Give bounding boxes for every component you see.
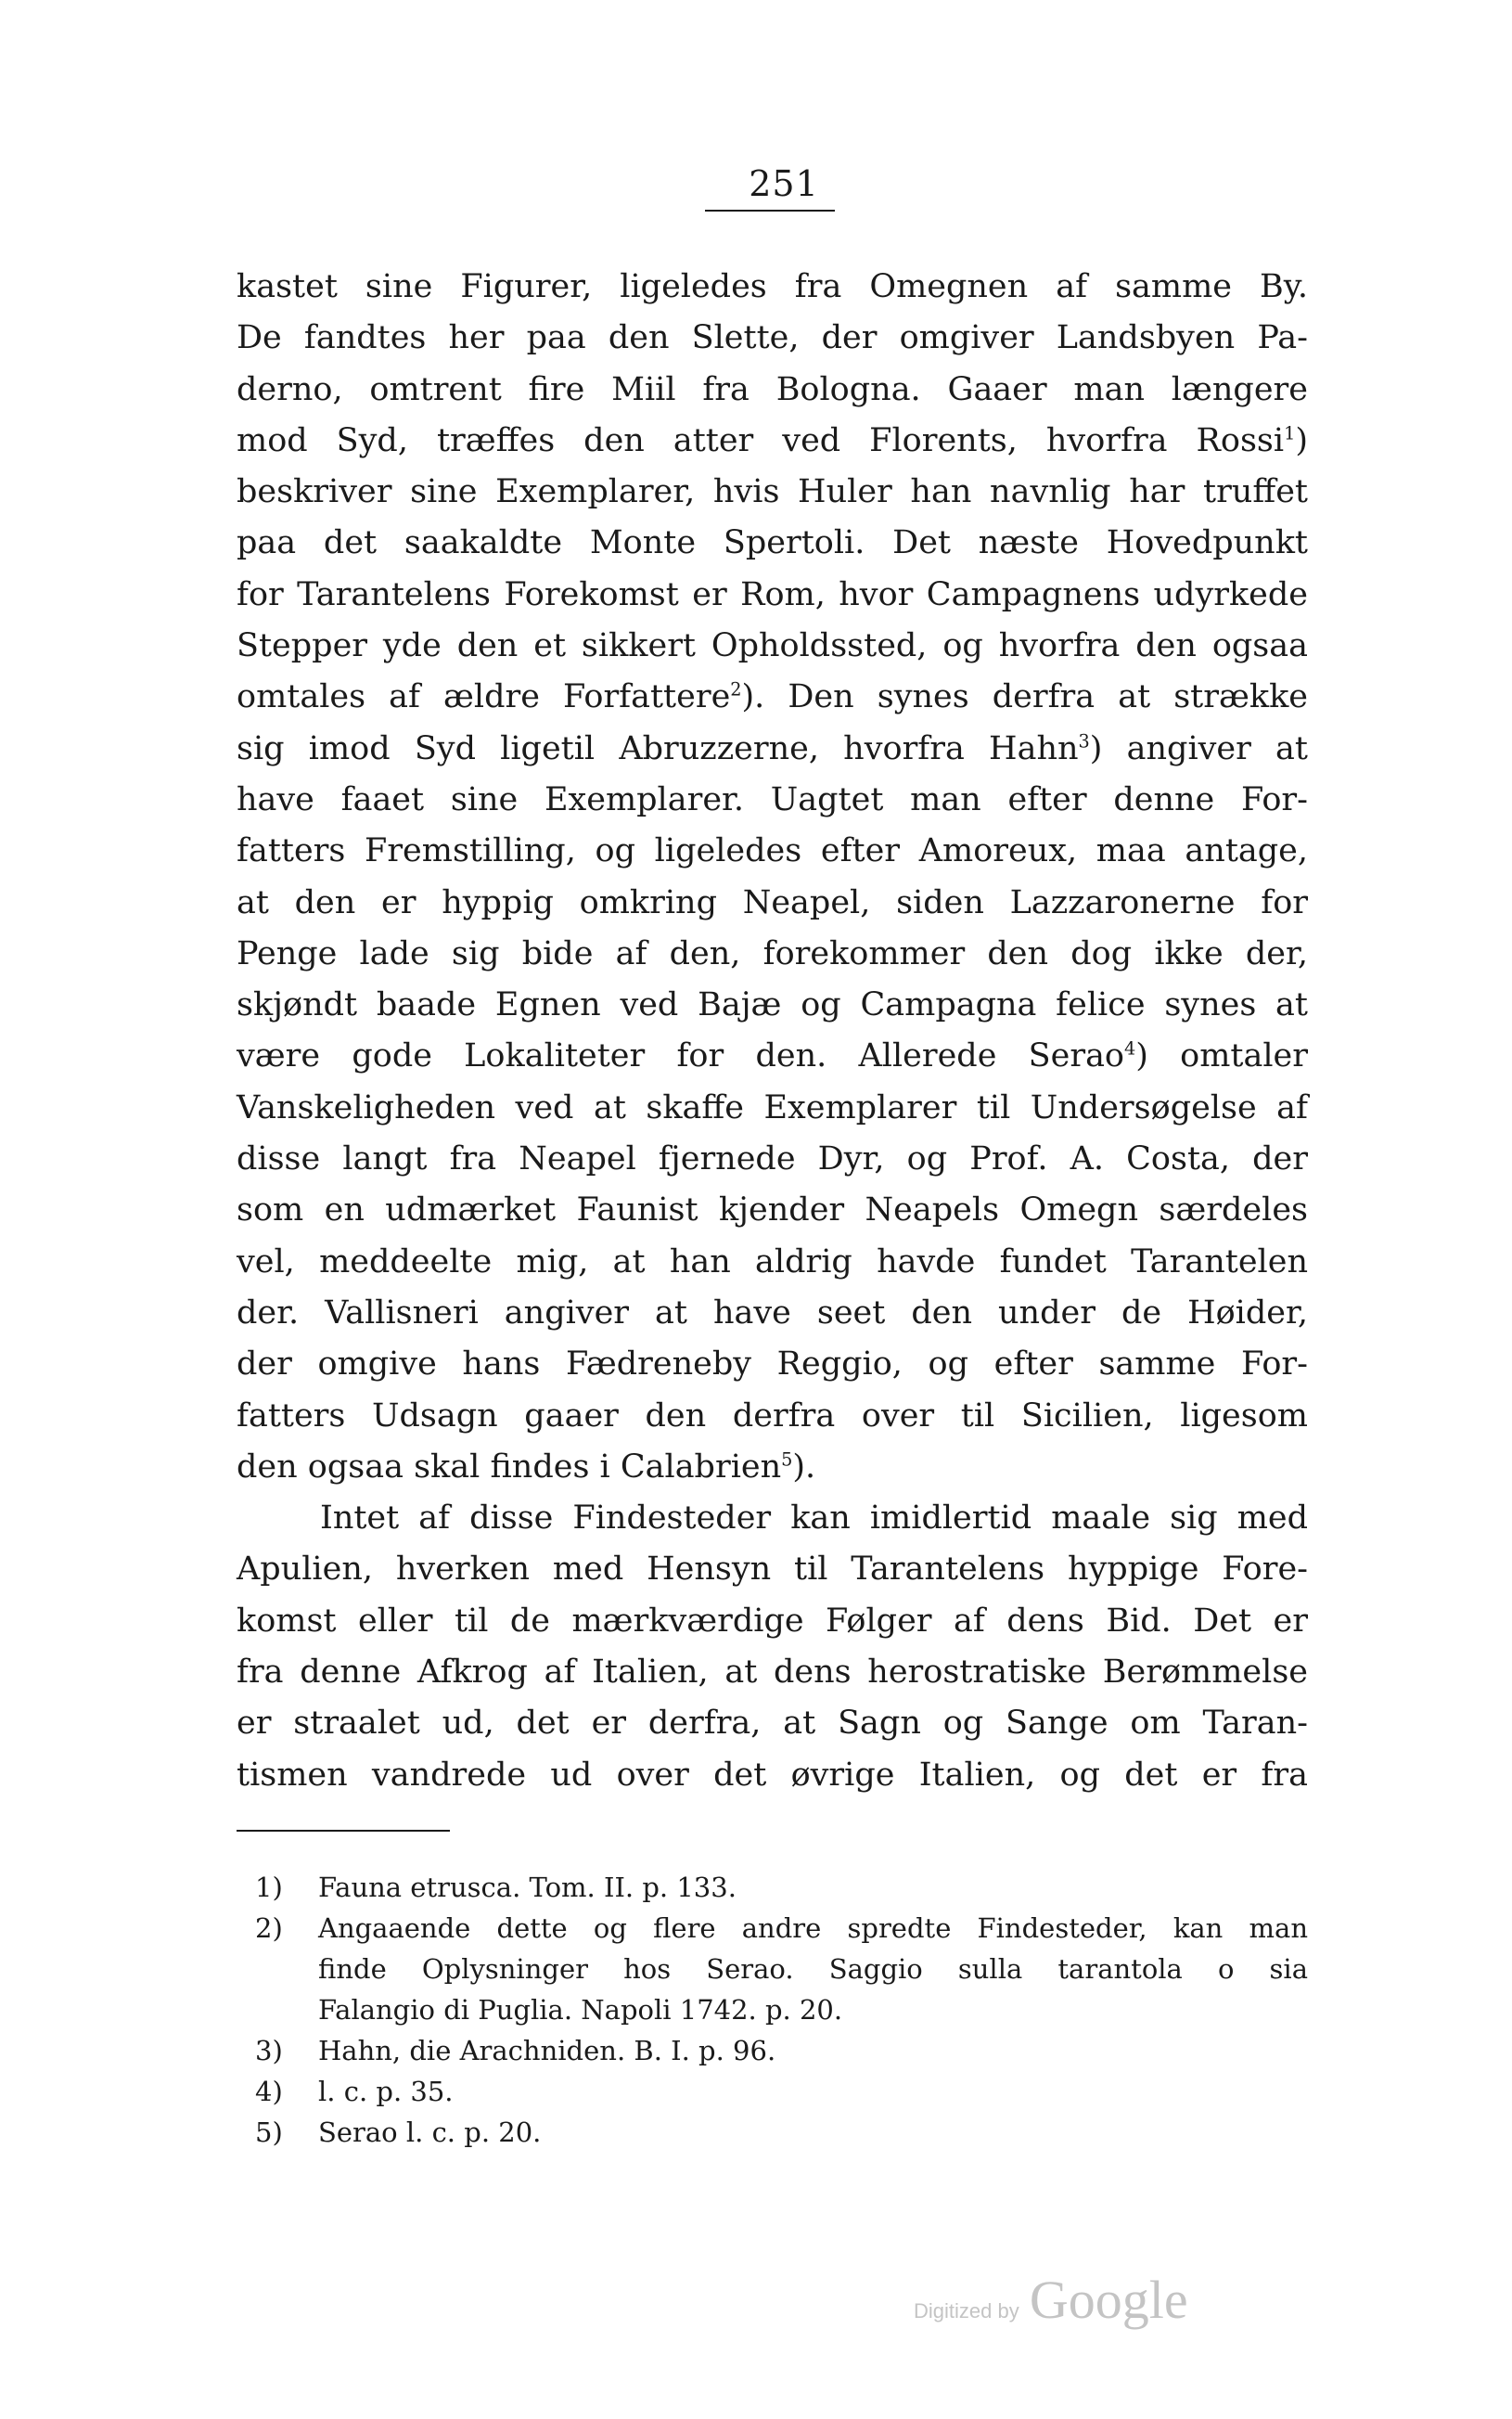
footnote-line	[255, 1989, 1308, 2030]
text-line	[237, 672, 1308, 723]
text-line-content: fatters Udsagn gaaer den derfra over til Sicilien, ligesom	[237, 1396, 1308, 1435]
footnote-line	[255, 1908, 1308, 1949]
text-line	[237, 929, 1308, 980]
footnote-line	[255, 2071, 1308, 2112]
text-line	[237, 1750, 1308, 1801]
text-line-content: omtales af ældre Forfattere	[237, 678, 731, 716]
text-line-content: skjøndt baade Egnen ved Bajæ og Campagna felice synes at	[237, 986, 1308, 1024]
text-line-content: Stepper yde den et sikkert Opholdssted, og hvorfra den ogsaa	[237, 627, 1308, 665]
text-line-content: der omgive hans Fædreneby Reggio, og efter samme For-	[237, 1345, 1308, 1383]
text-line-content: som en udmærket Faunist kjender Neapels Omegn særdeles	[237, 1191, 1308, 1229]
body-text	[237, 262, 1308, 1801]
text-line	[237, 1698, 1308, 1749]
google-logo: Google	[1029, 2270, 1188, 2330]
footnote-text: Hahn, die Arachniden. B. I. p. 96.	[318, 2035, 776, 2066]
text-line-content: Vanskeligheden ved at skaffe Exemplarer til Undersøgelse af	[237, 1088, 1308, 1126]
text-line-continuation: ) omtaler	[1135, 1037, 1308, 1075]
footnote-line	[255, 2112, 1308, 2153]
text-line	[237, 416, 1308, 467]
footnote-text: Angaaende dette og flere andre spredte Findesteder, kan man	[318, 1912, 1308, 1944]
text-line-content: for Tarantelens Forekomst er Rom, hvor Campagnens udyrkede	[237, 575, 1308, 613]
text-line-content: komst eller til de mærkværdige Følger af dens Bid. Det er	[237, 1602, 1308, 1640]
footnote-marker: 3)	[255, 2035, 283, 2066]
text-line-content: Apulien, hverken med Hensyn til Tarantelens hyppige Fore-	[237, 1550, 1308, 1589]
text-line	[237, 1185, 1308, 1236]
page-number: 251	[749, 163, 819, 204]
text-line	[237, 570, 1308, 621]
text-line-content: paa det saakaldte Monte Spertoli. Det næste Hovedpunkt	[237, 524, 1308, 562]
text-line	[237, 1647, 1308, 1698]
text-line	[237, 826, 1308, 877]
text-line	[237, 365, 1308, 416]
text-line-content: fra denne Afkrog af Italien, at dens herostratiske Berømmelse	[237, 1653, 1308, 1692]
digitized-by-google-watermark	[914, 2269, 1188, 2331]
text-line-continuation: )	[1295, 421, 1308, 459]
text-line-content: De fandtes her paa den Slette, der omgiver Landsbyen Pa-	[237, 319, 1308, 357]
text-line	[237, 467, 1308, 518]
text-line	[237, 1288, 1308, 1339]
text-line-content: er straalet ud, det er derfra, at Sagn og Sange om Taran-	[237, 1705, 1308, 1743]
text-line	[237, 980, 1308, 1031]
text-line-content: mod Syd, træffes den atter ved Florents, hvorfra Rossi	[237, 421, 1285, 459]
text-line-content: at den er hyppig omkring Neapel, siden Lazzaronerne for	[237, 883, 1308, 921]
text-line	[237, 1339, 1308, 1390]
text-line	[237, 1544, 1308, 1595]
text-line-content: disse langt fra Neapel fjernede Dyr, og Prof. A. Costa, der	[237, 1140, 1308, 1178]
text-line	[237, 1031, 1308, 1082]
text-line	[237, 262, 1308, 313]
text-line-continuation: ).	[792, 1448, 816, 1486]
text-line-content: tismen vandrede ud over det øvrige Italien, og det er fra	[237, 1756, 1308, 1794]
footnote-line	[255, 1949, 1308, 1989]
page-number-rule	[705, 210, 835, 212]
footnote-reference: 1	[1284, 422, 1296, 444]
text-line-content: derno, omtrent fire Miil fra Bologna. Gaaer man længere	[237, 370, 1308, 408]
footnote-reference: 3	[1078, 730, 1090, 753]
text-line	[237, 724, 1308, 775]
text-line-continuation: ). Den synes derfra at strække	[741, 678, 1308, 716]
footnote-reference: 4	[1124, 1037, 1136, 1060]
text-line	[237, 518, 1308, 569]
text-line-continuation: ) angiver at	[1089, 729, 1308, 767]
footnote-marker: 1)	[255, 1872, 283, 1903]
text-line-content: der. Vallisneri angiver at have seet den under de Høider,	[237, 1293, 1308, 1332]
footnotes	[255, 1867, 1308, 2153]
footnote-text: finde Oplysninger hos Serao. Saggio sulla tarantola o sia	[318, 1953, 1308, 1985]
text-line	[237, 1083, 1308, 1134]
footnote-line	[255, 2030, 1308, 2071]
text-line-content: sig imod Syd ligetil Abruzzerne, hvorfra Hahn	[237, 729, 1079, 767]
text-line	[237, 1134, 1308, 1185]
footnote-text: Serao l. c. p. 20.	[318, 2117, 542, 2148]
text-line	[237, 878, 1308, 929]
text-line	[237, 1493, 1308, 1544]
text-line-content: den ogsaa skal findes i Calabrien	[237, 1448, 782, 1486]
footnote-text: Fauna etrusca. Tom. II. p. 133.	[318, 1872, 737, 1903]
text-line	[237, 1596, 1308, 1647]
footnote-separator	[237, 1830, 450, 1832]
footnote-marker: 2)	[255, 1912, 283, 1944]
text-line-content: være gode Lokaliteter for den. Allerede Serao	[237, 1037, 1125, 1075]
footnote-line	[255, 1867, 1308, 1908]
text-line-content: Penge lade sig bide af den, forekommer den dog ikke der,	[237, 934, 1308, 972]
text-line-content: beskriver sine Exemplarer, hvis Huler han navnlig har truffet	[237, 473, 1308, 511]
footnote-reference: 5	[781, 1448, 793, 1471]
footnote-marker: 5)	[255, 2117, 283, 2148]
text-line	[237, 1442, 1308, 1493]
text-line	[237, 313, 1308, 364]
text-line-content: fatters Fremstilling, og ligeledes efter Amoreux, maa antage,	[237, 832, 1308, 870]
text-line-content: kastet sine Figurer, ligeledes fra Omegnen af samme By.	[237, 268, 1308, 305]
text-line-content: have faaet sine Exemplarer. Uagtet man efter denne For-	[237, 780, 1308, 818]
footnote-text: Falangio di Puglia. Napoli 1742. p. 20.	[318, 1994, 843, 2026]
text-line	[237, 775, 1308, 826]
text-line	[237, 621, 1308, 672]
text-line	[237, 1391, 1308, 1442]
text-line-content: Intet af disse Findesteder kan imidlertid maale sig med	[320, 1499, 1308, 1538]
footnote-text: l. c. p. 35.	[318, 2076, 454, 2107]
footnote-marker: 4)	[255, 2076, 283, 2107]
watermark-prefix: Digitized by	[914, 2299, 1019, 2322]
text-line	[237, 1237, 1308, 1288]
text-line-content: vel, meddeelte mig, at han aldrig havde fundet Tarantelen	[237, 1242, 1308, 1280]
footnote-reference: 2	[730, 678, 742, 701]
